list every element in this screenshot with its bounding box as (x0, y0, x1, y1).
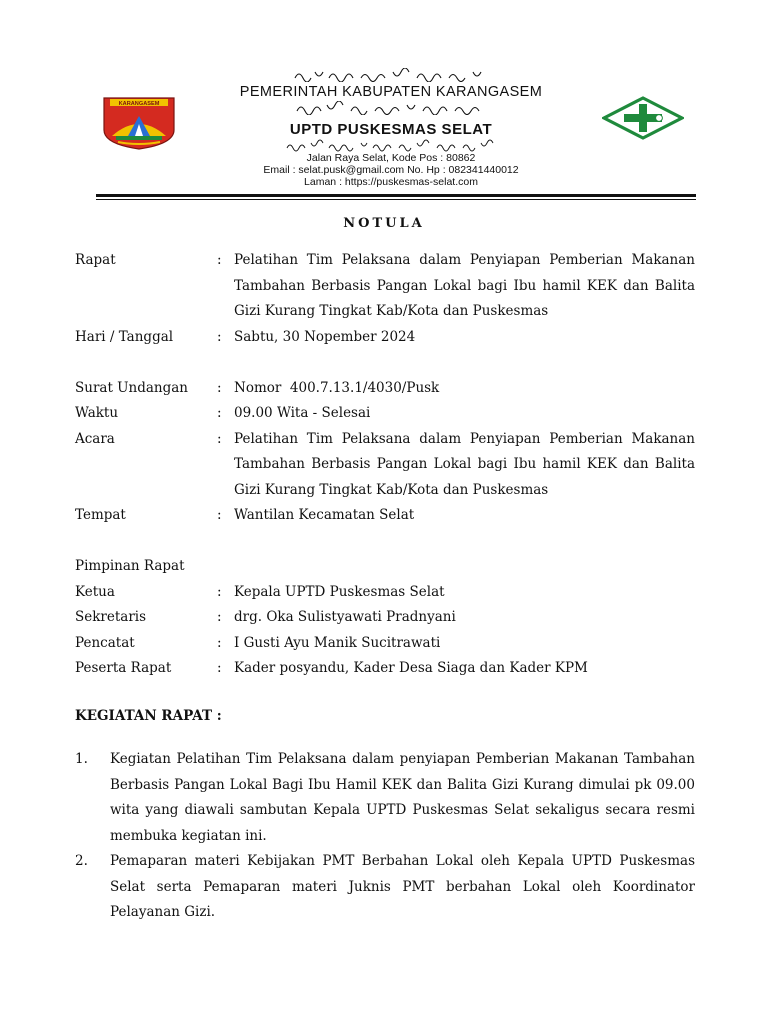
balinese-script-line-3 (281, 138, 501, 152)
website: Laman : https://puskesmas-selat.com (304, 176, 478, 188)
info-label: Acara (75, 430, 115, 447)
document-title: NOTULA (343, 216, 425, 231)
info-row-agenda (75, 427, 695, 504)
puskesmas-logo (602, 96, 684, 140)
info-row-place (75, 503, 695, 529)
info-row-leadership (75, 554, 695, 580)
info-label: Surat Undangan (75, 379, 189, 396)
info-label: Hari / Tanggal (75, 328, 174, 345)
letterhead-rule-thin (96, 199, 696, 200)
info-label: Tempat (75, 507, 126, 523)
info-value: Kader posyandu, Kader Desa Siaga dan Kader KPM (234, 660, 588, 676)
list-item-number: 1. (75, 751, 88, 767)
list-item-text: Kegiatan Pelatihan Tim Pelaksana dalam penyiapan Pemberian Makanan Tambahan Berbasis Pangan Lokal Bagi Ibu Hamil KEK dan Balita Gizi Kurang dimulai pk 09.00 wita yang diawali sambutan Kepala UPTD Puskesmas Selat sekaligus secara resmi membuka kegiatan ini. (110, 751, 695, 844)
info-row-secretary (75, 605, 695, 631)
list-item (75, 849, 695, 926)
meeting-info (75, 248, 695, 682)
info-colon: : (217, 252, 222, 268)
info-value: Pelatihan Tim Pelaksana dalam Penyiapan Pemberian Makanan Tambahan Berbasis Pangan Lokal bagi Ibu hamil KEK dan Balita Gizi Kurang Tingkat Kab/Kota dan Puskesmas (234, 430, 695, 498)
activities-heading: KEGIATAN RAPAT : (75, 708, 222, 724)
info-label: Ketua (75, 583, 115, 600)
letterhead-rule-thick (96, 194, 696, 197)
activities-list (75, 747, 695, 926)
info-value: I Gusti Ayu Manik Sucitrawati (234, 634, 441, 651)
info-row-rapat (75, 248, 695, 325)
list-item-text: Pemaparan materi Kebijakan PMT Berbahan Lokal oleh Kepala UPTD Puskesmas Selat serta Pemaparan materi Juknis PMT berbahan Lokal oleh Koordinator Pelayanan Gizi. (110, 853, 695, 920)
info-value: drg. Oka Sulistyawati Pradnyani (234, 609, 456, 625)
info-colon: : (217, 328, 222, 345)
contact-info: Email : selat.pusk@gmail.com No. Hp : 082341440012 (263, 164, 519, 176)
info-value: Pelatihan Tim Pelaksana dalam Penyiapan Pemberian Makanan Tambahan Berbasis Pangan Lokal bagi Ibu hamil KEK dan Balita Gizi Kurang Tingkat Kab/Kota dan Puskesmas (234, 252, 695, 319)
balinese-script-line-1 (291, 68, 491, 82)
info-colon: : (217, 583, 222, 600)
info-row-time (75, 401, 695, 427)
balinese-script-line-2 (291, 101, 491, 115)
info-colon: : (217, 405, 222, 421)
karangasem-crest-logo (102, 96, 176, 150)
unit-name: UPTD PUSKESMAS SELAT (289, 121, 493, 138)
info-colon: : (217, 660, 222, 676)
info-colon: : (217, 609, 222, 625)
info-colon: : (217, 507, 222, 523)
list-item (75, 747, 695, 849)
info-row-invitation (75, 376, 695, 402)
info-colon: : (217, 634, 222, 651)
info-row-notetaker (75, 631, 695, 657)
list-item-number: 2. (75, 853, 88, 869)
letterhead (96, 68, 696, 200)
info-value: Wantilan Kecamatan Selat (234, 507, 415, 523)
info-colon: : (217, 430, 222, 447)
spacer (75, 529, 695, 555)
info-value: Sabtu, 30 Nopember 2024 (234, 328, 416, 345)
info-value: 09.00 Wita - Selesai (234, 405, 371, 421)
info-row-date (75, 325, 695, 351)
address: Jalan Raya Selat, Kode Pos : 80862 (306, 152, 476, 164)
government-name: PEMERINTAH KABUPATEN KARANGASEM (239, 84, 543, 100)
info-label: Sekretaris (75, 609, 147, 625)
spacer (75, 350, 695, 376)
info-label: Waktu (75, 405, 119, 421)
info-label: Pencatat (75, 634, 135, 651)
info-value: Kepala UPTD Puskesmas Selat (234, 583, 445, 600)
letterhead-text (186, 68, 596, 188)
info-label: Pimpinan Rapat (75, 558, 185, 574)
info-colon: : (217, 379, 222, 396)
info-row-participants (75, 656, 695, 682)
info-row-chair (75, 580, 695, 606)
info-label: Rapat (75, 252, 116, 268)
info-label: Peserta Rapat (75, 660, 172, 676)
info-value: Nomor 400.7.13.1/4030/Pusk (234, 379, 440, 396)
crest-label: KARANGASEM (118, 101, 160, 107)
